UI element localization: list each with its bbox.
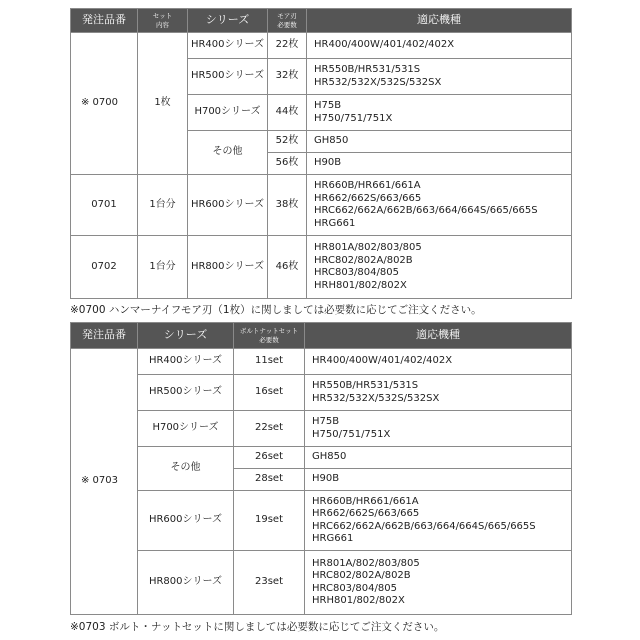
table-row [71,447,572,469]
set-content-cell: 1台分 [138,175,188,236]
model-line: HR662/662S/663/665 [314,192,422,204]
table-header-row [71,9,572,33]
model-line: HR532/532X/532S/532SX [314,76,442,88]
model-line: HRG661 [312,533,354,544]
count-cell: 26set [234,447,305,469]
header-series: シリーズ [188,9,268,33]
model-line: H750/751/751X [314,112,393,124]
order-code-cell: ※ 0700 [71,33,138,175]
series-cell: HR400シリーズ [138,349,234,375]
header-order-no: 発注品番 [71,323,138,349]
models-cell [305,411,572,447]
count-cell: 23set [234,551,305,615]
header-series: シリーズ [138,323,234,349]
set-content-cell: 1台分 [138,236,188,299]
models-cell [307,175,572,236]
blade-spec-table [70,8,572,299]
model-line: HR801A/802/803/805 [314,242,422,253]
model-line: HR400/400W/401/402/402X [314,39,455,51]
model-line: HRC803/804/805 [314,267,399,278]
count-cell: 28set [234,469,305,491]
series-cell: HR400シリーズ [188,33,268,59]
model-line: H90B [312,473,340,485]
order-code-cell: 0701 [71,175,138,236]
header-set-content [138,9,188,33]
header-models: 適応機種 [307,9,572,33]
models-cell [307,153,572,175]
model-line: GH850 [314,135,349,147]
series-cell: HR800シリーズ [188,236,268,299]
count-cell: 38枚 [268,175,307,236]
table-row [71,491,572,551]
model-line: HRC802/802A/802B [314,254,413,266]
table-header-row [71,323,572,349]
order-code-cell: 0702 [71,236,138,299]
header-set-content-line-1: セット [152,12,173,21]
models-cell [307,131,572,153]
model-line: HR532/532X/532S/532SX [312,392,440,404]
series-cell: その他 [138,447,234,491]
model-line: H750/751/751X [312,428,391,440]
models-cell [305,349,572,375]
model-line: HR400/400W/401/402/402X [312,355,453,367]
header-blade-count-line-1: モア刃 [277,12,297,21]
header-set-count-line-1: ボルトナットセット [239,327,299,336]
header-blade-count-line-2: 必要数 [277,20,297,29]
count-cell: 32枚 [268,59,307,95]
count-cell: 56枚 [268,153,307,175]
table-row [71,411,572,447]
header-set-count-line-2: 必要数 [259,335,279,344]
count-cell: 19set [234,491,305,551]
series-cell: HR500シリーズ [188,59,268,95]
model-line: HRH801/802/802X [312,595,405,606]
count-cell: 52枚 [268,131,307,153]
count-cell: 22set [234,411,305,447]
models-cell [307,33,572,59]
model-line: HR660B/HR661/661A [314,180,421,191]
model-line: HRG661 [314,217,356,229]
header-blade-count [268,9,307,33]
bolt-note: ※0703 ボルト・ナットセットに関しましては必要数に応じてご注文ください。 [70,621,445,633]
header-order-no: 発注品番 [71,9,138,33]
model-line: HR550B/HR531/531S [314,64,421,75]
model-line: HR801A/802/803/805 [312,557,420,569]
header-set-count [234,323,305,349]
table-row [71,349,572,375]
models-cell [307,59,572,95]
bolt-set-table [70,322,572,615]
model-line: H75B [312,416,340,427]
series-cell: H700シリーズ [138,411,234,447]
header-set-content-line-2: 内容 [156,20,169,29]
count-cell: 22枚 [268,33,307,59]
models-cell [307,95,572,131]
table-row [71,175,572,236]
model-line: H75B [314,100,342,111]
models-cell [305,375,572,411]
table-row [71,551,572,615]
models-cell [305,469,572,491]
models-cell [305,447,572,469]
models-cell [307,236,572,299]
table-row [71,236,572,299]
table-row [71,375,572,411]
header-models: 適応機種 [305,323,572,349]
blade-note: ※0700 ハンマーナイフモア刃（1枚）に関しましては必要数に応じてご注文ください。 [70,304,482,316]
series-cell: HR500シリーズ [138,375,234,411]
count-cell: 11set [234,349,305,375]
count-cell: 46枚 [268,236,307,299]
count-cell: 16set [234,375,305,411]
model-line: HR660B/HR661/661A [312,495,419,507]
count-cell: 44枚 [268,95,307,131]
models-cell [305,551,572,615]
models-cell [305,491,572,551]
model-line: HR550B/HR531/531S [312,380,419,391]
set-content-cell: 1枚 [138,33,188,175]
series-cell: その他 [188,131,268,175]
series-cell: HR800シリーズ [138,551,234,615]
table-row [71,33,572,59]
order-code-cell: ※ 0703 [71,349,138,615]
model-line: H90B [314,157,342,169]
model-line: HRC802/802A/802B [312,570,411,581]
model-line: HRH801/802/802X [314,279,407,291]
series-cell: HR600シリーズ [188,175,268,236]
series-cell: HR600シリーズ [138,491,234,551]
model-line: HRC803/804/805 [312,582,397,594]
model-line: HRC662/662A/662B/663/664/664S/665/665S [312,520,536,532]
model-line: HRC662/662A/662B/663/664/664S/665/665S [314,205,538,216]
model-line: HR662/662S/663/665 [312,508,420,519]
series-cell: H700シリーズ [188,95,268,131]
model-line: GH850 [312,451,347,463]
